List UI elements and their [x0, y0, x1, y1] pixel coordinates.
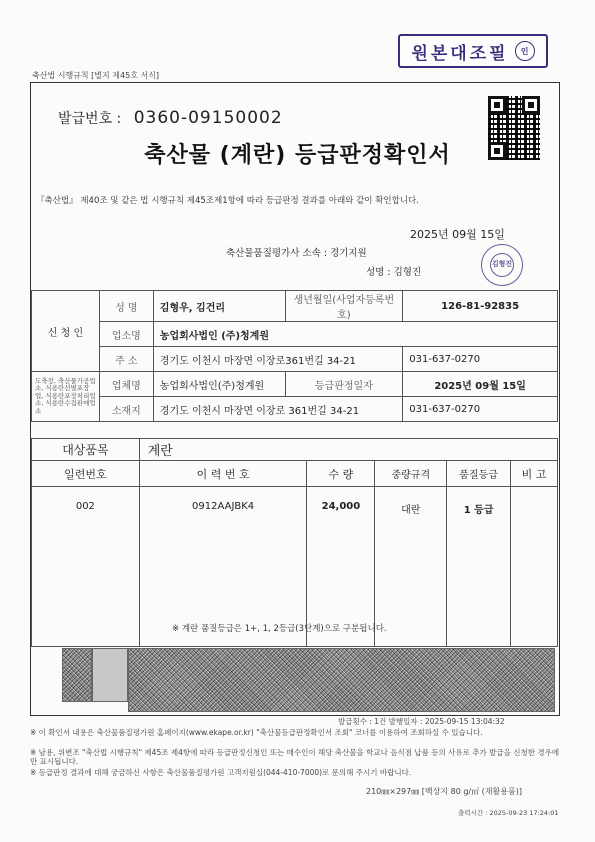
page-title: 축산물 (계란) 등급판정확인서 — [144, 143, 451, 168]
header-qty: 수 량 — [307, 461, 375, 487]
intro-text: 『축산법』 제40조 및 같은 법 시행규칙 제45조제1항에 따라 등급판정 결과를 아래와 같이 확인합니다. — [36, 196, 419, 206]
applicant-name-value: 김형우, 김건리 — [153, 291, 285, 322]
facility-company-value: 농업회사법인(주)청계원 — [153, 372, 285, 397]
facility-group-label: 도축장, 축산물가공업소, 식용란선별포장업, 식용란포장처리업소, 식용란수집판매업소 — [32, 372, 100, 422]
issue-info: 발급횟수 : 1건 발행일자 : 2025-09-15 13:04:32 — [338, 717, 505, 726]
applicant-company-value: 농업회사법인 (주)청계원 — [153, 322, 557, 347]
grade-note: ※ 계란 품질등급은 1+, 1, 2등급(3단계)으로 구분됩니다. — [172, 624, 387, 634]
item-serial: 002 — [32, 487, 140, 647]
issue-number-label: 발급번호 : — [58, 111, 122, 127]
header-trace: 이 력 번 호 — [139, 461, 307, 487]
target-value: 계란 — [139, 439, 557, 461]
applicant-table — [31, 290, 558, 422]
inspector-affiliation: 축산물품질평가사 소속 : 경기지원 — [226, 248, 367, 259]
footnote: ※ 등급판정 결과에 대해 궁금하신 사항은 축산물품질평가원 고객지원실(044-410-7000)로 문의해 주시기 바랍니다. — [30, 768, 412, 777]
print-time: 출력시간 : 2025-09-23 17:24:01 — [458, 809, 559, 817]
applicant-group-label: 신 청 인 — [32, 291, 100, 372]
header-remark: 비 고 — [511, 461, 558, 487]
applicant-birth-value: 126-81-92835 — [403, 291, 558, 322]
item-weight: 대란 — [375, 487, 447, 647]
items-table — [31, 438, 558, 647]
facility-company-label: 업체명 — [99, 372, 153, 397]
stamp-label: 원본대조필 — [411, 43, 509, 64]
inspector-seal-icon — [481, 244, 523, 286]
applicant-address-label: 주 소 — [99, 347, 153, 372]
stamp-seal-icon: 인 — [515, 41, 535, 61]
facility-date-value: 2025년 09월 15일 — [403, 372, 558, 397]
header-grade: 품질등급 — [447, 461, 511, 487]
item-trace: 0912AAJBK4 — [139, 487, 307, 647]
applicant-phone-value: 031-637-0270 — [403, 347, 558, 372]
applicant-address-value: 경기도 이천시 마장면 이장로361번길 34-21 — [153, 347, 402, 372]
applicant-name-label: 성 명 — [99, 291, 153, 322]
original-copy-stamp — [398, 34, 548, 68]
form-label: 축산법 시행규칙 [별지 제45호 서식] — [32, 71, 160, 80]
applicant-birth-label: 생년월일(사업자등록번호) — [285, 291, 403, 322]
paper-size: 210㎜×297㎜ [백상지 80 g/㎡ (재활용품)] — [366, 787, 522, 796]
issue-number — [58, 108, 283, 128]
item-qty: 24,000 — [307, 487, 375, 647]
signer-name: 성명 : 김형진 — [366, 267, 422, 278]
facility-date-label: 등급판정일자 — [285, 372, 403, 397]
security-pattern — [62, 648, 92, 702]
footnote: ※ 이 확인서 내용은 축산물품질평가원 홈페이지(www.ekape.or.kr) "축산물등급판정확인서 조회" 코너를 이용하여 조회하실 수 있습니다. — [30, 728, 483, 737]
target-label: 대상품목 — [32, 439, 140, 461]
issue-number-value: 0360-09150002 — [133, 108, 283, 128]
seal-name: 김형진 — [490, 253, 514, 277]
item-remark — [511, 487, 558, 647]
issue-date: 2025년 09월 15일 — [410, 228, 505, 241]
header-weight: 중량규격 — [375, 461, 447, 487]
security-pattern — [92, 648, 128, 702]
header-serial: 일련번호 — [32, 461, 140, 487]
facility-address-value: 경기도 이천시 마장면 이장로 361번길 34-21 — [153, 397, 402, 422]
footnote: ※ 남용, 위변조 "축산법 시행규칙" 제45조 제4항에 따라 등급판정신청인 또는 매수인이 해당 축산물을 학교나 음식점 납품 등의 사유로 추가 발급을 신청한 경우에만 표시됩니다. — [30, 748, 560, 767]
facility-address-label: 소재지 — [99, 397, 153, 422]
security-pattern — [128, 648, 555, 712]
applicant-company-label: 업소명 — [99, 322, 153, 347]
facility-phone-value: 031-637-0270 — [403, 397, 558, 422]
item-grade: 1 등급 — [447, 487, 511, 647]
